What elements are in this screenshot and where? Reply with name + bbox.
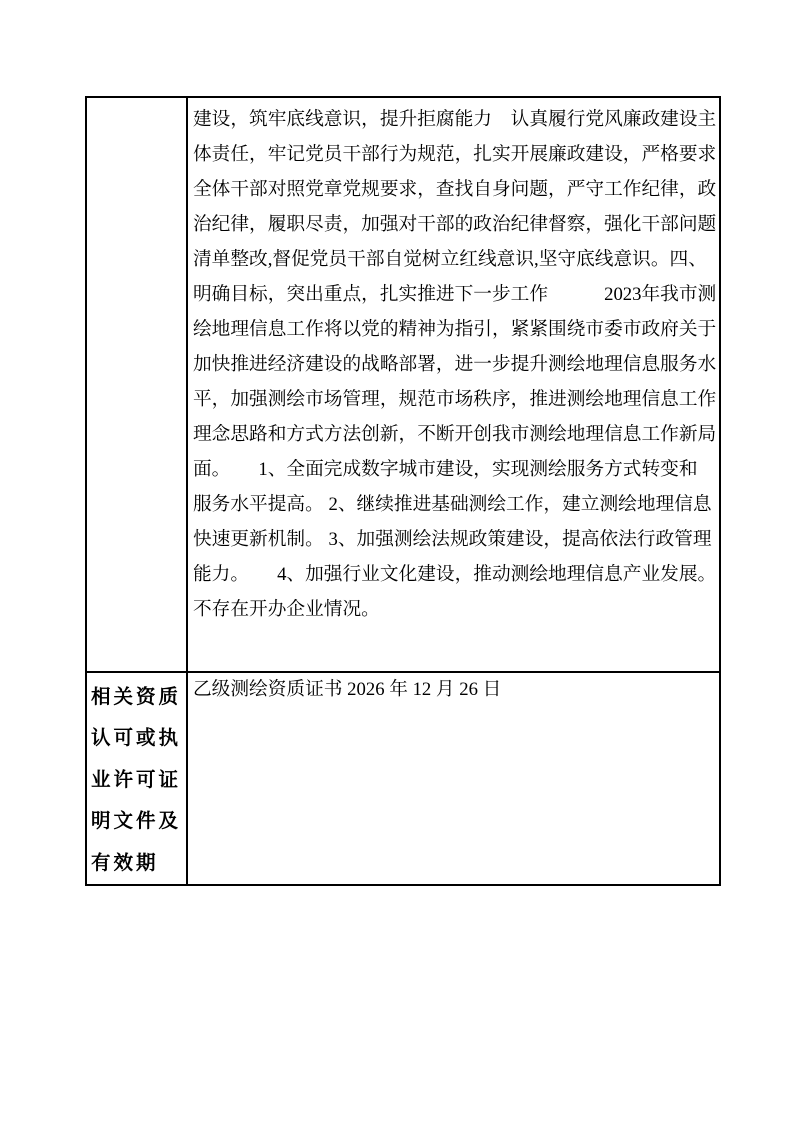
text-line: 不存在开办企业情况。 xyxy=(193,599,380,620)
text-line: 全体干部对照党章党规要求，查找自身问题，严守工作纪律，政 xyxy=(193,179,717,200)
text-line: 加快推进经济建设的战略部署，进一步提升测绘地理信息服务水 xyxy=(193,354,717,375)
text-line: 明确目标，突出重点，扎实推进下一步工作 2023年我市测 xyxy=(193,284,717,305)
text-line: 建设，筑牢底线意识，提升拒腐能力 认真履行党风廉政建设主 xyxy=(193,109,717,130)
continuation-row-label-cell xyxy=(87,98,188,671)
table-row-continuation xyxy=(87,98,719,673)
work-report-paragraph xyxy=(188,98,719,627)
text-line: 明文件及 xyxy=(91,811,182,832)
text-line: 体责任，牢记党员干部行为规范，扎实开展廉政建设，严格要求 xyxy=(193,144,717,165)
text-line: 有效期 xyxy=(91,852,159,874)
text-line: 服务水平提高。 2、继续推进基础测绘工作，建立测绘地理信息 xyxy=(193,494,712,515)
text-line: 快速更新机制。 3、加强测绘法规政策建设，提高依法行政管理 xyxy=(193,529,712,550)
text-line: 清单整改,督促党员干部自觉树立红线意识,坚守底线意识。四、 xyxy=(193,249,707,270)
qualification-row-label xyxy=(87,673,186,885)
text-line: 理念思路和方式方法创新，不断开创我市测绘地理信息工作新局 xyxy=(193,424,717,445)
qualification-row-label-cell xyxy=(87,673,188,885)
text-line: 绘地理信息工作将以党的精神为指引，紧紧围绕市委市政府关于 xyxy=(193,319,717,340)
text-line: 能力。 4、加强行业文化建设，推动测绘地理信息产业发展。 xyxy=(193,564,717,585)
table-row-qualification xyxy=(87,673,719,885)
text-line: 认可或执 xyxy=(91,728,182,749)
continuation-row-content-cell xyxy=(188,98,719,671)
text-line: 治纪律，履职尽责，加强对干部的政治纪律督察，强化干部问题 xyxy=(193,214,717,235)
text-line: 平，加强测绘市场管理，规范市场秩序，推进测绘地理信息工作 xyxy=(193,389,717,410)
qualification-row-content-cell xyxy=(188,673,719,885)
text-line: 面。 1、全面完成数字城市建设，实现测绘服务方式转变和 xyxy=(193,459,698,480)
document-table xyxy=(85,96,721,886)
text-line: 业许可证 xyxy=(91,769,182,791)
text-line: 相关资质 xyxy=(91,686,182,708)
qualification-certificate-text: 乙级测绘资质证书 2026 年 12 月 26 日 xyxy=(193,678,502,700)
